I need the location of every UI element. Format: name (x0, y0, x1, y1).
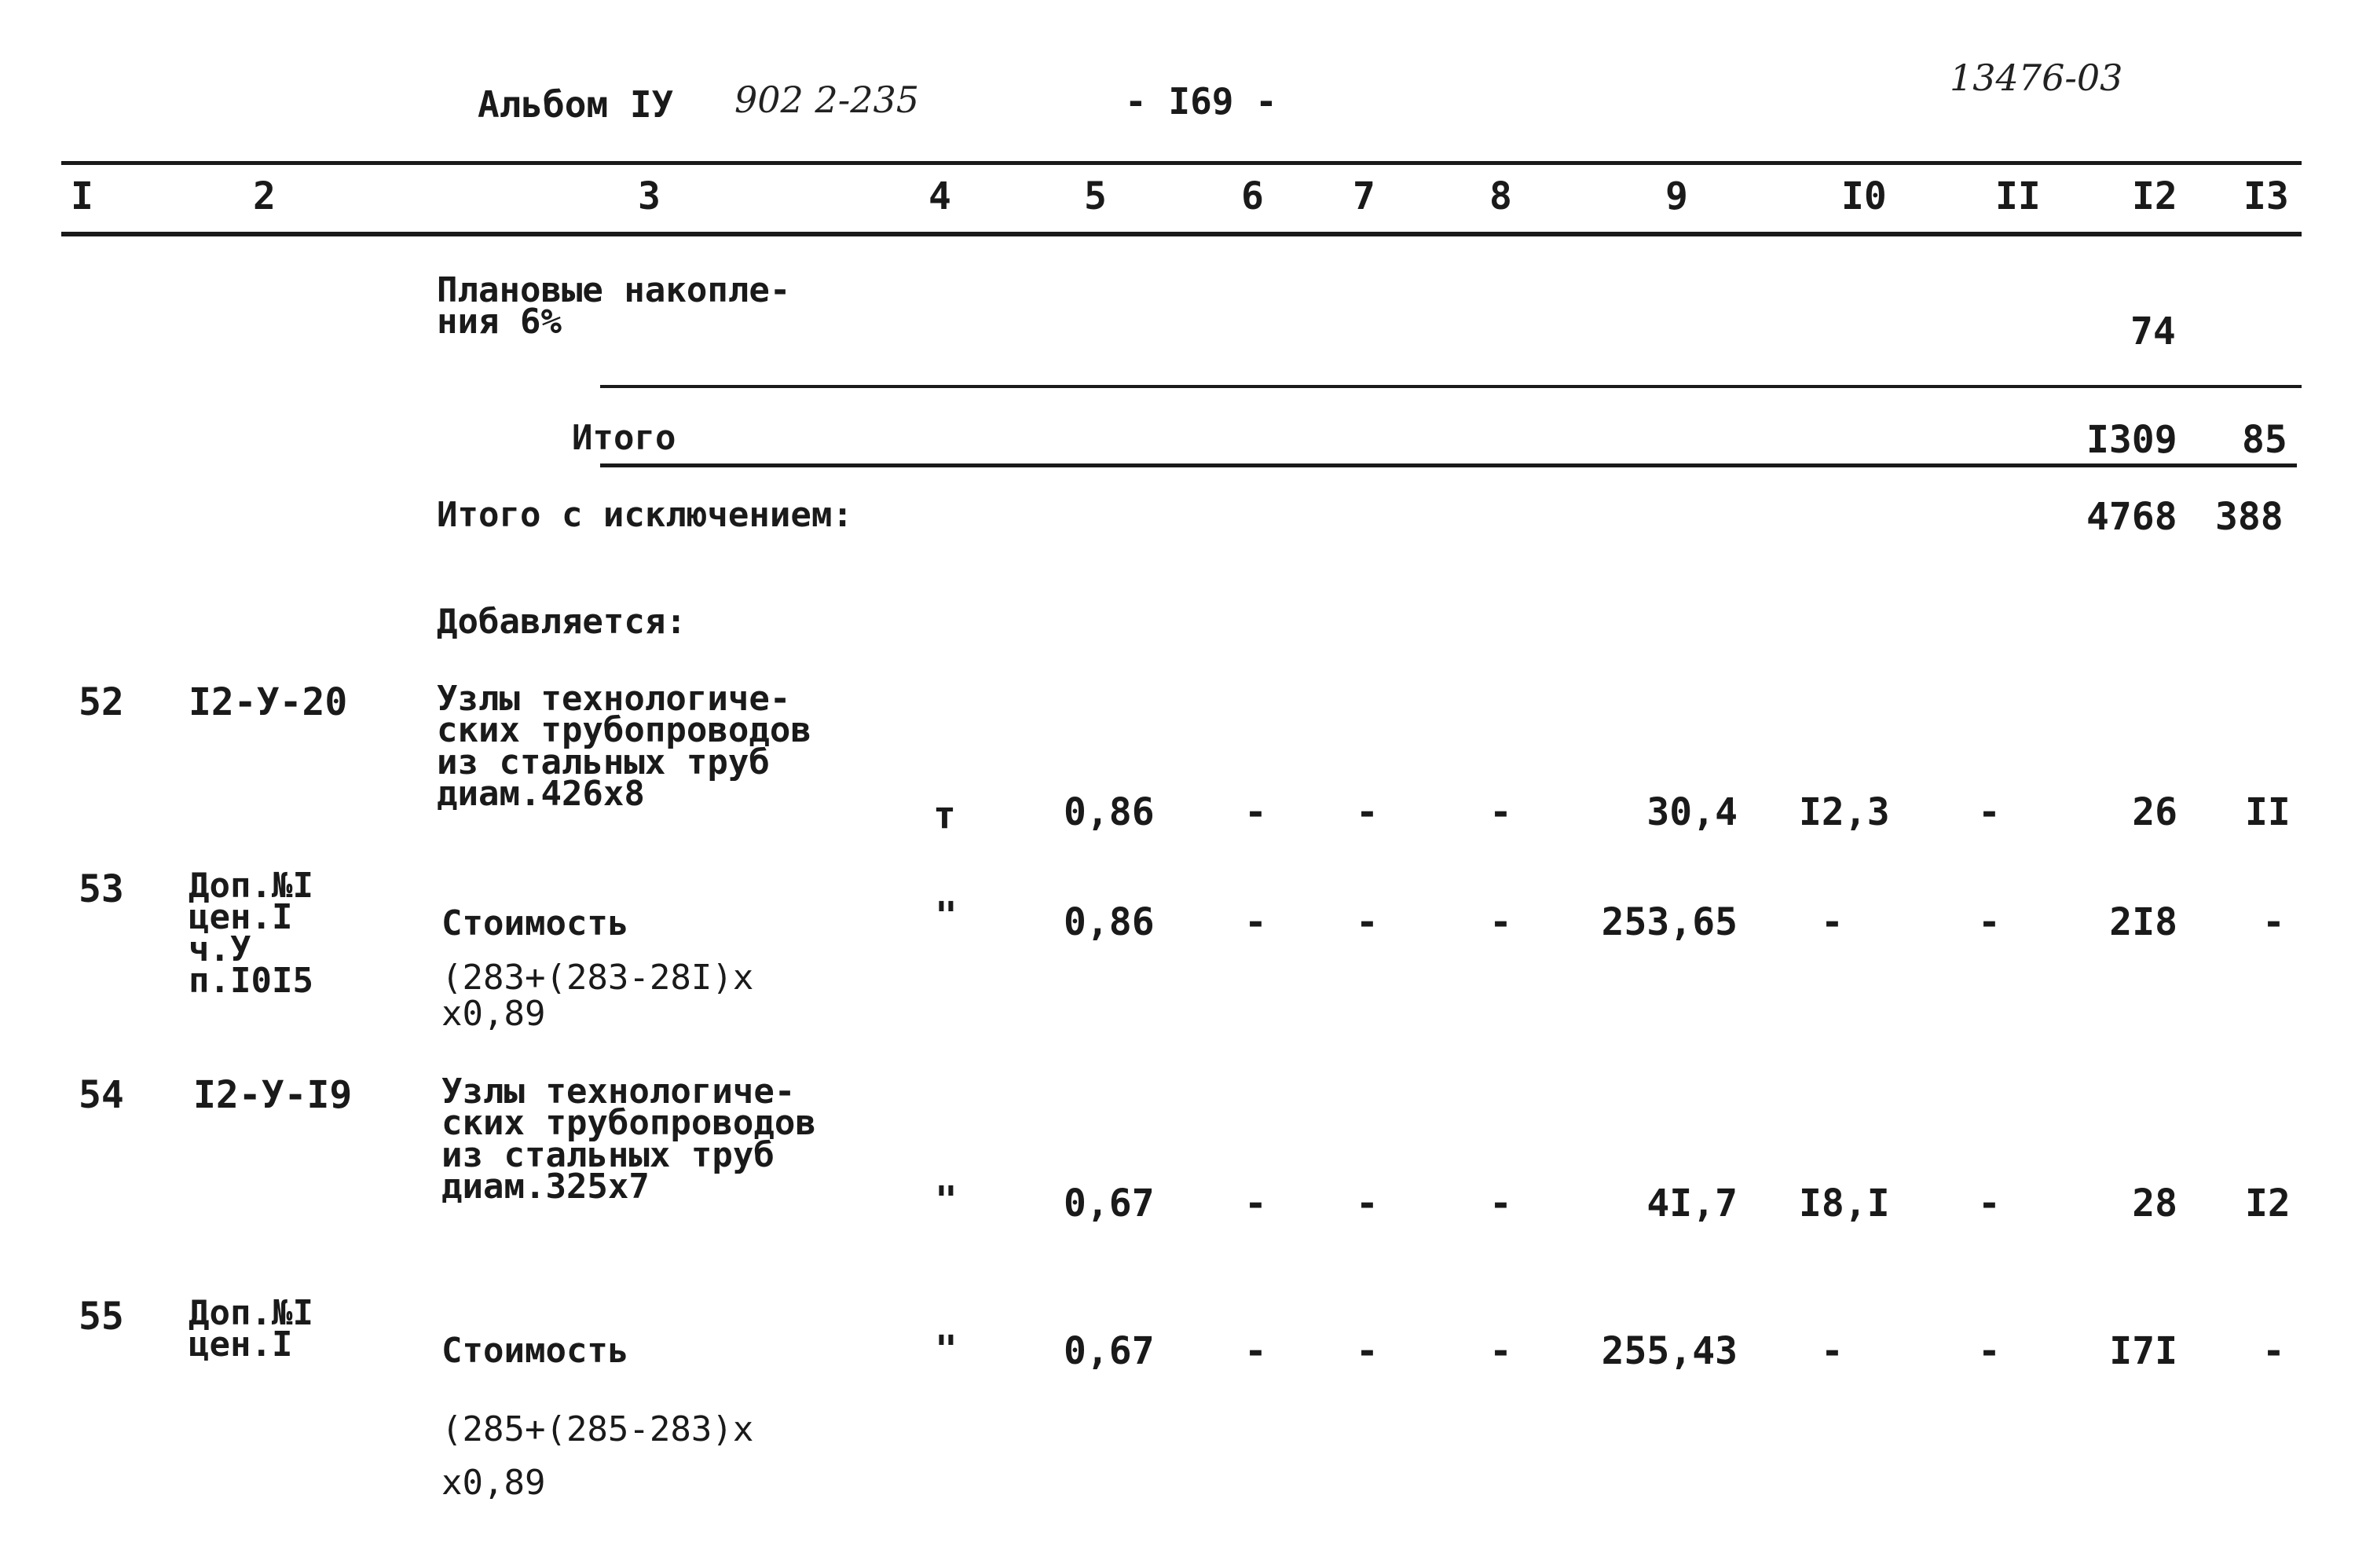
planned-savings-label: Плановые накопле- ния 6% (437, 270, 791, 343)
row-col8: - (1489, 790, 1512, 834)
row-col8: - (1489, 900, 1512, 944)
row-col6: - (1244, 900, 1267, 944)
total-rule (600, 463, 2297, 467)
document-number-handwritten: 13476-03 (1950, 57, 2123, 99)
row-name: Узлы технологиче- ских трубопроводов из стальных труб диам.426x8 (437, 679, 811, 815)
row-col5: 0,86 (1064, 900, 1155, 944)
row-code: Доп.№I цен.I ч.У п.I0I5 (189, 866, 313, 1002)
total-excl-label: Итого с исключением: (437, 495, 853, 535)
row-col7: - (1356, 790, 1379, 834)
row-unit: " (935, 1328, 958, 1372)
column-number: 2 (253, 174, 276, 218)
row-col9: 30,4 (1646, 790, 1738, 834)
row-col12: 28 (2132, 1181, 2177, 1225)
row-col6: - (1244, 1329, 1267, 1373)
row-col10: - (1821, 900, 1844, 944)
row-col9: 4I,7 (1646, 1181, 1738, 1225)
row-col7: - (1356, 1181, 1379, 1225)
row-col10: I2,3 (1799, 790, 1890, 834)
row-col8: - (1489, 1329, 1512, 1373)
column-number: I0 (1841, 174, 1887, 218)
added-label: Добавляется: (437, 602, 687, 642)
column-number: I (71, 174, 93, 218)
total-excl-col13: 388 (2215, 495, 2284, 539)
row-col9: 253,65 (1601, 900, 1738, 944)
row-col7: - (1356, 1329, 1379, 1373)
column-number: II (1995, 174, 2041, 218)
row-col12: I7I (2109, 1329, 2177, 1373)
page-number: - I69 - (1125, 80, 1277, 123)
total-col13: 85 (2242, 418, 2287, 462)
row-col5: 0,67 (1064, 1181, 1155, 1225)
row-name: Стоимость (441, 903, 629, 943)
row-unit: " (935, 1178, 958, 1222)
row-col12: 26 (2132, 790, 2177, 834)
column-number: I2 (2132, 174, 2177, 218)
column-number: 4 (928, 174, 951, 218)
row-col11: - (1978, 1329, 2001, 1373)
row-col5: 0,67 (1064, 1329, 1155, 1373)
total-label: Итого (572, 418, 676, 458)
row-unit: " (935, 894, 958, 938)
header-bottom-rule (61, 232, 2302, 236)
row-name: Узлы технологиче- ских трубопроводов из стальных труб диам.325x7 (441, 1072, 816, 1207)
row-formula: (285+(285-283)x x0,89 (441, 1409, 754, 1504)
row-col5: 0,86 (1064, 790, 1155, 834)
column-number: 5 (1084, 174, 1107, 218)
row-col11: - (1978, 1181, 2001, 1225)
row-col13: - (2262, 1329, 2285, 1373)
row-col11: - (1978, 790, 2001, 834)
row-number: 53 (79, 867, 124, 911)
row-formula: (283+(283-28I)x x0,89 (441, 958, 754, 1035)
planned-savings-col12: 74 (2130, 310, 2176, 354)
column-number: 6 (1241, 174, 1264, 218)
total-col12: I309 (2086, 418, 2177, 462)
row-col6: - (1244, 1181, 1267, 1225)
row-col9: 255,43 (1601, 1329, 1738, 1373)
row-col13: I2 (2245, 1181, 2291, 1225)
column-number: 8 (1489, 174, 1512, 218)
row-col13: - (2262, 900, 2285, 944)
row-col6: - (1244, 790, 1267, 834)
row-col10: I8,I (1799, 1181, 1890, 1225)
column-number: 9 (1665, 174, 1688, 218)
series-handwritten: 902 2-235 (734, 79, 920, 121)
total-excl-col12: 4768 (2086, 495, 2177, 539)
row-col8: - (1489, 1181, 1512, 1225)
row-number: 55 (79, 1295, 124, 1339)
header-top-rule (61, 161, 2302, 165)
row-number: 52 (79, 680, 124, 724)
row-code: Доп.№I цен.I (189, 1293, 313, 1365)
row-number: 54 (79, 1073, 124, 1117)
row-col10: - (1821, 1329, 1844, 1373)
album-label: Альбом IУ (478, 83, 674, 126)
row-col7: - (1356, 900, 1379, 944)
row-col13: II (2245, 790, 2291, 834)
row-col12: 2I8 (2109, 900, 2177, 944)
subtotal-rule (600, 385, 2302, 388)
row-name: Стоимость (441, 1331, 629, 1371)
row-code: I2-У-20 (189, 680, 348, 724)
row-code: I2-У-I9 (193, 1073, 353, 1117)
column-number: I3 (2243, 174, 2289, 218)
column-number: 7 (1353, 174, 1375, 218)
column-number: 3 (638, 174, 661, 218)
row-unit: т (933, 793, 956, 837)
row-col11: - (1978, 900, 2001, 944)
